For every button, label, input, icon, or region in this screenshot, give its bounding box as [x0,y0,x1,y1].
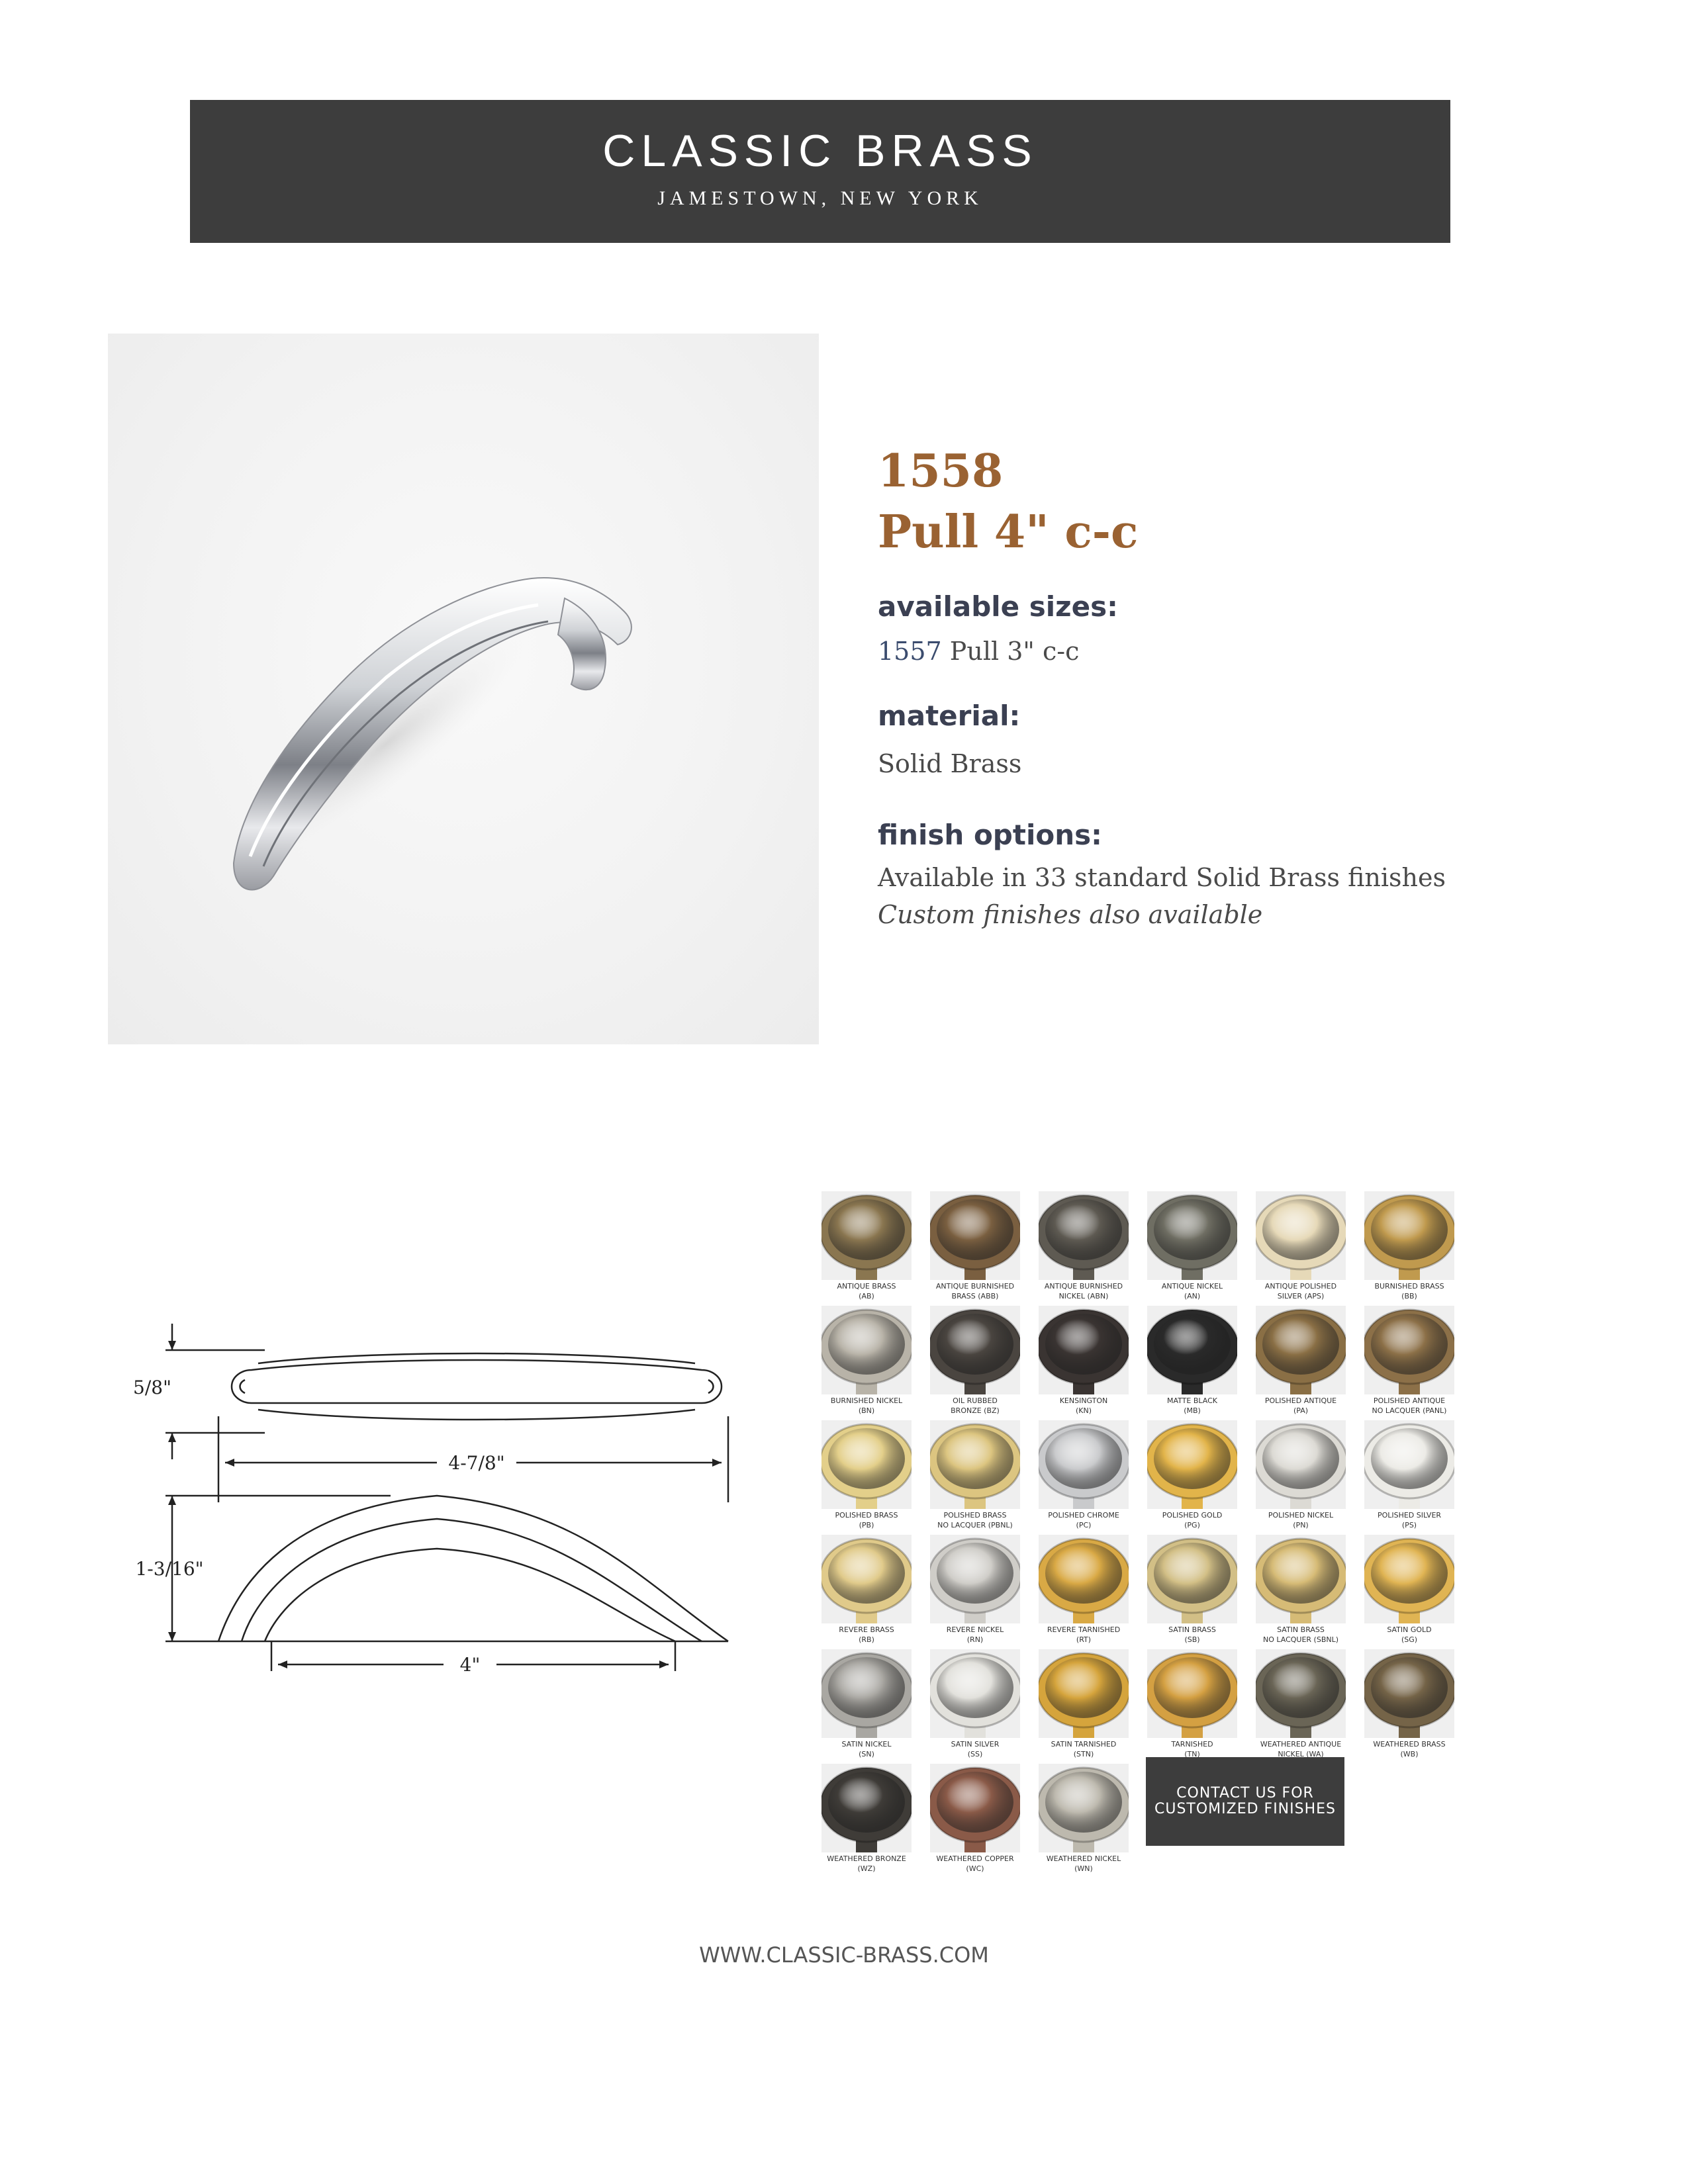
finish-code: (AN) [1184,1292,1201,1300]
finish-code: (RB) [859,1635,874,1644]
finish-swatch[interactable] [821,1306,912,1420]
finish-swatch[interactable] [1147,1191,1237,1305]
finish-knob-image [1039,1764,1129,1852]
finish-name: REVERE NICKEL [946,1625,1004,1634]
finish-label [812,1281,921,1301]
finish-label [1138,1281,1246,1301]
finish-name: OIL RUBBED [953,1396,998,1405]
finish-code: (SB) [1184,1635,1200,1644]
finish-knob-image [1256,1535,1346,1623]
finish-label [921,1625,1029,1645]
finish-label [1029,1281,1138,1301]
finish-knob-image [821,1764,912,1852]
finish-knob-image [1039,1649,1129,1738]
finish-name: MATTE BLACK [1166,1396,1217,1405]
finish-knob-image [821,1535,912,1623]
finish-name: SATIN BRASS [1277,1625,1325,1634]
finish-swatch[interactable] [1039,1649,1129,1763]
finish-name: SATIN TARNISHED [1051,1740,1117,1749]
finish-code: NO LACQUER (PBNL) [937,1521,1013,1529]
finish-swatch[interactable] [1364,1306,1454,1420]
finish-code: (PA) [1293,1406,1309,1415]
finish-swatch[interactable] [1147,1306,1237,1420]
finish-name: REVERE BRASS [839,1625,894,1634]
finish-swatch[interactable] [821,1535,912,1649]
finish-name: POLISHED CHROME [1048,1511,1119,1520]
finish-name: WEATHERED NICKEL [1046,1854,1121,1863]
finish-swatch[interactable] [1256,1306,1346,1420]
product-number: 1558 [878,445,1004,498]
finish-knob-image [930,1764,1020,1852]
finish-name: POLISHED ANTIQUE [1373,1396,1446,1405]
finish-name: ANTIQUE NICKEL [1161,1282,1223,1291]
finish-name: POLISHED BRASS [943,1511,1007,1520]
finish-knob-image [821,1420,912,1509]
finish-swatch[interactable] [821,1649,912,1763]
finish-knob-image [1147,1649,1237,1738]
sizes-heading: available sizes: [878,590,1118,623]
dim-height-label: 5/8" [133,1377,171,1398]
finish-knob-image [821,1649,912,1738]
finish-heading: finish options: [878,819,1102,851]
finish-knob-image [1147,1191,1237,1280]
finish-name: ANTIQUE BRASS [837,1282,896,1291]
finish-knob-image [1147,1535,1237,1623]
finish-name: REVERE TARNISHED [1047,1625,1121,1634]
finish-knob-image [1256,1306,1346,1394]
finish-label [812,1625,921,1645]
finish-code: (PN) [1293,1521,1309,1529]
finish-knob-image [1256,1420,1346,1509]
finish-label [1029,1625,1138,1645]
material-heading: material: [878,700,1021,732]
finish-code: (MB) [1184,1406,1201,1415]
finish-label [812,1510,921,1530]
finish-code: (RT) [1076,1635,1092,1644]
contact-custom-finishes-button[interactable] [1146,1757,1344,1846]
size-item[interactable] [878,637,1079,666]
finish-label [812,1396,921,1416]
finish-code: (PB) [859,1521,874,1529]
cabinet-pull-image [108,334,819,1044]
finish-swatch-grid [821,1191,1456,1880]
finish-swatch[interactable] [1364,1535,1454,1649]
finish-label [921,1510,1029,1530]
finish-swatch[interactable] [821,1764,912,1878]
finish-code: (WN) [1074,1864,1093,1873]
finish-label [921,1739,1029,1759]
website-link[interactable]: WWW.CLASSIC-BRASS.COM [699,1942,989,1968]
finish-knob-image [821,1306,912,1394]
finish-knob-image [1039,1306,1129,1394]
finish-label [1355,1510,1464,1530]
finish-label [1029,1739,1138,1759]
finish-swatch[interactable] [1256,1535,1346,1649]
finish-name: WEATHERED COPPER [936,1854,1014,1863]
finish-label [1355,1396,1464,1416]
finish-swatch[interactable] [1256,1649,1346,1763]
finish-swatch[interactable] [1039,1191,1129,1305]
finish-label [1355,1625,1464,1645]
finish-swatch[interactable] [1039,1535,1129,1649]
finish-swatch[interactable] [1256,1420,1346,1534]
dim-length-label: 4-7/8" [448,1452,505,1474]
finish-code: (BN) [858,1406,875,1415]
finish-label [812,1739,921,1759]
finish-swatch[interactable] [1364,1191,1454,1305]
finish-knob-image [1364,1649,1454,1738]
finish-standard-text: Available in 33 standard Solid Brass finishes [878,863,1446,892]
finish-knob-image [1256,1649,1346,1738]
dimension-drawing-svg [126,1297,761,1694]
finish-code: (WC) [966,1864,984,1873]
finish-knob-image [1147,1306,1237,1394]
finish-label [921,1854,1029,1874]
finish-swatch[interactable] [1256,1191,1346,1305]
finish-name: SATIN BRASS [1168,1625,1216,1634]
finish-code: NO LACQUER (PANL) [1372,1406,1447,1415]
finish-code: (RN) [966,1635,984,1644]
finish-label [921,1281,1029,1301]
finish-knob-image [1364,1306,1454,1394]
finish-swatch[interactable] [1147,1420,1237,1534]
finish-code: (BB) [1401,1292,1417,1300]
finish-name: WEATHERED BRASS [1373,1740,1446,1749]
finish-code: (STN) [1073,1750,1094,1758]
finish-name: BURNISHED NICKEL [830,1396,903,1405]
finish-knob-image [930,1306,1020,1394]
finish-knob-image [1256,1191,1346,1280]
finish-label [1138,1510,1246,1530]
finish-swatch[interactable] [930,1191,1020,1305]
finish-label [1138,1625,1246,1645]
finish-code: SILVER (APS) [1277,1292,1325,1300]
finish-swatch[interactable] [930,1649,1020,1763]
finish-label [1246,1281,1355,1301]
finish-knob-image [1039,1191,1129,1280]
finish-swatch[interactable] [930,1764,1020,1878]
finish-swatch[interactable] [930,1306,1020,1420]
size-number-link[interactable]: 1557 [878,637,942,666]
finish-code: (SG) [1401,1635,1418,1644]
finish-code: (SS) [967,1750,983,1758]
finish-swatch[interactable] [1364,1420,1454,1534]
finish-code: (AB) [859,1292,874,1300]
brand-location: JAMESTOWN, NEW YORK [657,187,983,209]
finish-custom-text: Custom finishes also available [878,900,1263,929]
finish-knob-image [930,1191,1020,1280]
finish-name: POLISHED BRASS [835,1511,898,1520]
finish-code: (KN) [1075,1406,1092,1415]
material-value: Solid Brass [878,749,1022,778]
finish-name: POLISHED ANTIQUE [1264,1396,1337,1405]
finish-label [1246,1510,1355,1530]
finish-label [1246,1739,1355,1759]
finish-swatch[interactable] [821,1191,912,1305]
finish-code: (SN) [859,1750,874,1758]
finish-swatch[interactable] [1364,1649,1454,1763]
finish-name: POLISHED NICKEL [1268,1511,1334,1520]
finish-name: SATIN SILVER [951,1740,1000,1749]
finish-code: NICKEL (WA) [1278,1750,1324,1758]
finish-label [1029,1396,1138,1416]
contact-line-2: CUSTOMIZED FINISHES [1154,1801,1336,1817]
finish-swatch[interactable] [1039,1764,1129,1878]
finish-name: WEATHERED ANTIQUE [1260,1740,1342,1749]
finish-label [812,1854,921,1874]
finish-name: TARNISHED [1171,1740,1213,1749]
finish-code: BRASS (ABB) [951,1292,999,1300]
finish-knob-image [1039,1420,1129,1509]
finish-knob-image [1147,1420,1237,1509]
brand-name: CLASSIC BRASS [602,126,1038,176]
finish-code: BRONZE (BZ) [951,1406,1000,1415]
finish-name: SATIN NICKEL [841,1740,892,1749]
finish-knob-image [821,1191,912,1280]
header-banner [190,100,1450,243]
dimension-drawing [126,1297,761,1697]
finish-swatch[interactable] [930,1420,1020,1534]
finish-swatch[interactable] [1147,1535,1237,1649]
finish-code: (PS) [1401,1521,1417,1529]
dim-projection-label: 1-3/16" [135,1558,204,1580]
finish-name: WEATHERED BRONZE [827,1854,906,1863]
finish-name: ANTIQUE POLISHED [1264,1282,1337,1291]
finish-label [1029,1854,1138,1874]
finish-knob-image [930,1649,1020,1738]
finish-knob-image [930,1420,1020,1509]
finish-name: SATIN GOLD [1387,1625,1432,1634]
finish-knob-image [1039,1535,1129,1623]
finish-knob-image [1364,1420,1454,1509]
finish-code: NO LACQUER (SBNL) [1262,1635,1339,1644]
finish-code: (TN) [1184,1750,1200,1758]
dim-cc-label: 4" [459,1654,481,1676]
finish-label [1355,1281,1464,1301]
finish-label [1355,1739,1464,1759]
finish-label [1138,1739,1246,1759]
finish-label [1246,1625,1355,1645]
finish-knob-image [1364,1191,1454,1280]
product-title: Pull 4" c-c [878,506,1139,559]
finish-code: (PG) [1184,1521,1200,1529]
finish-label [1029,1510,1138,1530]
finish-name: ANTIQUE BURNISHED [1044,1282,1123,1291]
finish-swatch[interactable] [930,1535,1020,1649]
finish-code: (WZ) [857,1864,876,1873]
product-photo [108,334,819,1044]
finish-name: ANTIQUE BURNISHED [935,1282,1015,1291]
finish-name: POLISHED SILVER [1377,1511,1442,1520]
finish-code: (WB) [1400,1750,1419,1758]
finish-swatch[interactable] [1039,1306,1129,1420]
finish-label [1138,1396,1246,1416]
finish-swatch[interactable] [1147,1649,1237,1763]
finish-label [921,1396,1029,1416]
size-name: Pull 3" c-c [941,637,1080,666]
finish-knob-image [1364,1535,1454,1623]
finish-code: NICKEL (ABN) [1058,1292,1109,1300]
finish-label [1246,1396,1355,1416]
contact-line-1: CONTACT US FOR [1176,1785,1314,1801]
finish-swatch[interactable] [1039,1420,1129,1534]
finish-name: POLISHED GOLD [1162,1511,1223,1520]
finish-swatch[interactable] [821,1420,912,1534]
finish-name: BURNISHED BRASS [1374,1282,1444,1291]
finish-knob-image [930,1535,1020,1623]
finish-code: (PC) [1076,1521,1092,1529]
finish-name: KENSINGTON [1059,1396,1108,1405]
